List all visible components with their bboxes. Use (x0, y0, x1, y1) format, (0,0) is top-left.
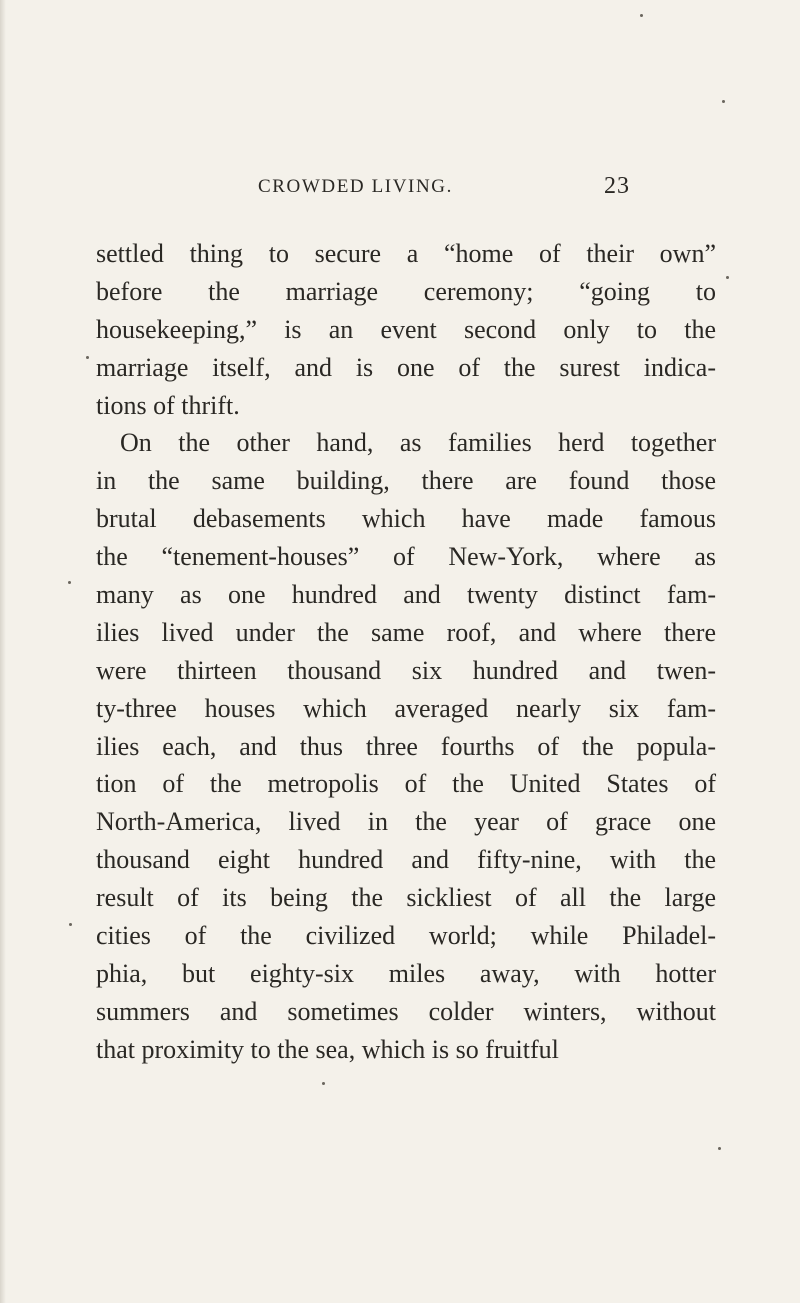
print-speck (68, 581, 71, 584)
paragraph-first-line: On the other hand, as families herd together (120, 428, 716, 458)
running-head-title: CROWDED LIVING. (258, 176, 453, 197)
text-line: phia, but eighty-six miles away, with hotter (96, 958, 716, 988)
text-line: result of its being the sickliest of all the large (96, 883, 716, 913)
print-speck (322, 1082, 325, 1085)
text-line: the “tenement-houses” of New-York, where as (96, 542, 716, 572)
print-speck (722, 100, 725, 103)
page-binding-edge (0, 0, 6, 1303)
text-line: summers and sometimes colder winters, without (96, 996, 716, 1026)
running-head (258, 173, 658, 206)
text-line: were thirteen thousand six hundred and twen- (96, 655, 716, 685)
text-line: brutal debasements which have made famous (96, 504, 716, 534)
print-speck (640, 14, 643, 17)
print-speck (86, 356, 89, 359)
print-speck (69, 923, 72, 926)
text-line: North-America, lived in the year of grace one (96, 807, 716, 837)
text-line: settled thing to secure a “home of their own” (96, 239, 716, 268)
text-line: before the marriage ceremony; “going to (96, 276, 716, 306)
text-line: housekeeping,” is an event second only to the (96, 314, 716, 344)
text-line: ilies each, and thus three fourths of the popula- (96, 731, 716, 761)
text-line: tions of thrift. (96, 390, 240, 420)
body-text (96, 235, 716, 1069)
page-number: 23 (604, 173, 630, 199)
print-speck (718, 1147, 721, 1150)
text-line: many as one hundred and twenty distinct fam- (96, 580, 716, 610)
text-line: ilies lived under the same roof, and where there (96, 617, 716, 647)
text-line: cities of the civilized world; while Philadel- (96, 921, 716, 951)
text-line: that proximity to the sea, which is so fruitful (96, 1034, 559, 1064)
text-line: ty-three houses which averaged nearly six fam- (96, 693, 716, 723)
text-line: thousand eight hundred and fifty-nine, with the (96, 845, 716, 875)
text-line: tion of the metropolis of the United States of (96, 769, 716, 799)
text-line: marriage itself, and is one of the surest indica- (96, 352, 716, 382)
print-speck (726, 276, 729, 279)
text-line: in the same building, there are found those (96, 466, 716, 496)
